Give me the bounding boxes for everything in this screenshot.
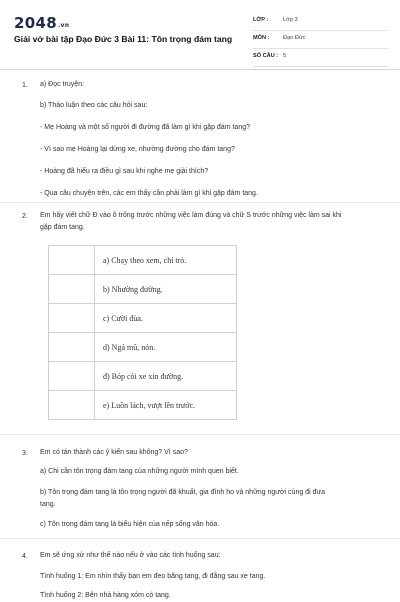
table-row <box>49 246 237 275</box>
question-number: 3. <box>22 450 28 457</box>
answer-box[interactable] <box>49 391 95 420</box>
question-line: - Vì sao mẹ Hoàng lại dừng xe, nhường đường cho đám tang? <box>40 146 235 153</box>
table-row <box>49 333 237 362</box>
meta-info <box>253 13 388 67</box>
question-line: - Qua câu chuyện trên, các em thấy cần phải làm gì khi gặp đám tang. <box>40 190 258 197</box>
section-divider <box>0 538 400 539</box>
meta-label: SỐ CÂU : <box>253 53 279 59</box>
option-text: b) Nhường đường. <box>95 275 237 304</box>
option-text: c) Cười đùa. <box>95 304 237 333</box>
document-header <box>0 0 400 70</box>
document-title: Giải vở bài tập Đạo Đức 3 Bài 11: Tôn trọng đám tang <box>14 34 233 44</box>
table-row <box>49 304 237 333</box>
answer-box[interactable] <box>49 362 95 391</box>
question-line: b) Thảo luận theo các câu hỏi sau: <box>40 102 148 109</box>
question-line: Em có tán thành các ý kiến sau không? Vì sao? <box>40 449 188 456</box>
meta-value: Đạo Đức <box>283 35 306 41</box>
option-text: a) Chạy theo xem, chỉ trỏ. <box>95 246 237 275</box>
section-divider <box>0 434 400 435</box>
table-row <box>49 391 237 420</box>
table-row <box>49 275 237 304</box>
question-line: Tình huống 2: Bên nhà hàng xóm có tang. <box>40 592 171 599</box>
question-number: 4. <box>22 553 28 560</box>
meta-label: LỚP : <box>253 17 269 23</box>
options-table <box>48 245 237 420</box>
question-line: b) Tôn trọng đám tang là tôn trọng người đã khuất, gia đình họ và những người cùng đi đưa <box>40 489 326 496</box>
question-line: a) Chỉ cần tôn trọng đám tang của những người mình quen biết. <box>40 468 239 475</box>
option-text: d) Ngả mũ, nón. <box>95 333 237 362</box>
answer-box[interactable] <box>49 275 95 304</box>
meta-value: Lớp 3 <box>283 17 298 23</box>
section-divider <box>0 202 400 203</box>
option-text: đ) Bóp còi xe xin đường. <box>95 362 237 391</box>
logo-main: 2048 <box>14 14 57 32</box>
question-line: - Mẹ Hoàng và một số người đi đường đã làm gì khi gặp đám tang? <box>40 124 250 131</box>
question-number: 2. <box>22 213 28 220</box>
question-line: gặp đám tang. <box>40 224 85 231</box>
table-row <box>49 362 237 391</box>
answer-box[interactable] <box>49 246 95 275</box>
answer-box[interactable] <box>49 333 95 362</box>
option-text: e) Luồn lách, vượt lên trước. <box>95 391 237 420</box>
meta-row-class <box>253 13 388 31</box>
meta-row-question-count <box>253 49 388 67</box>
meta-value: 5 <box>283 53 287 59</box>
answer-box[interactable] <box>49 304 95 333</box>
question-line: a) Đọc truyện: <box>40 81 84 88</box>
meta-row-subject <box>253 31 388 49</box>
question-line: - Hoàng đã hiểu ra điều gì sau khi nghe mẹ giải thích? <box>40 168 209 175</box>
meta-label: MÔN : <box>253 35 270 41</box>
site-logo[interactable] <box>14 14 69 32</box>
question-line: tang. <box>40 501 56 508</box>
question-line: Em sẽ ứng xử như thế nào nếu ở vào các tình huống sau: <box>40 552 221 559</box>
question-line: Tình huống 1: Em nhìn thấy bạn em đeo băng tang, đi đằng sau xe tang. <box>40 573 266 580</box>
question-number: 1. <box>22 82 28 89</box>
question-line: c) Tôn trọng đám tang là biểu hiện của nếp sống văn hóa. <box>40 521 220 528</box>
question-line: Em hãy viết chữ Đ vào ô trống trước những việc làm đúng và chữ S trước những việc làm sai khi <box>40 212 342 219</box>
logo-suffix: .vn <box>57 22 70 29</box>
